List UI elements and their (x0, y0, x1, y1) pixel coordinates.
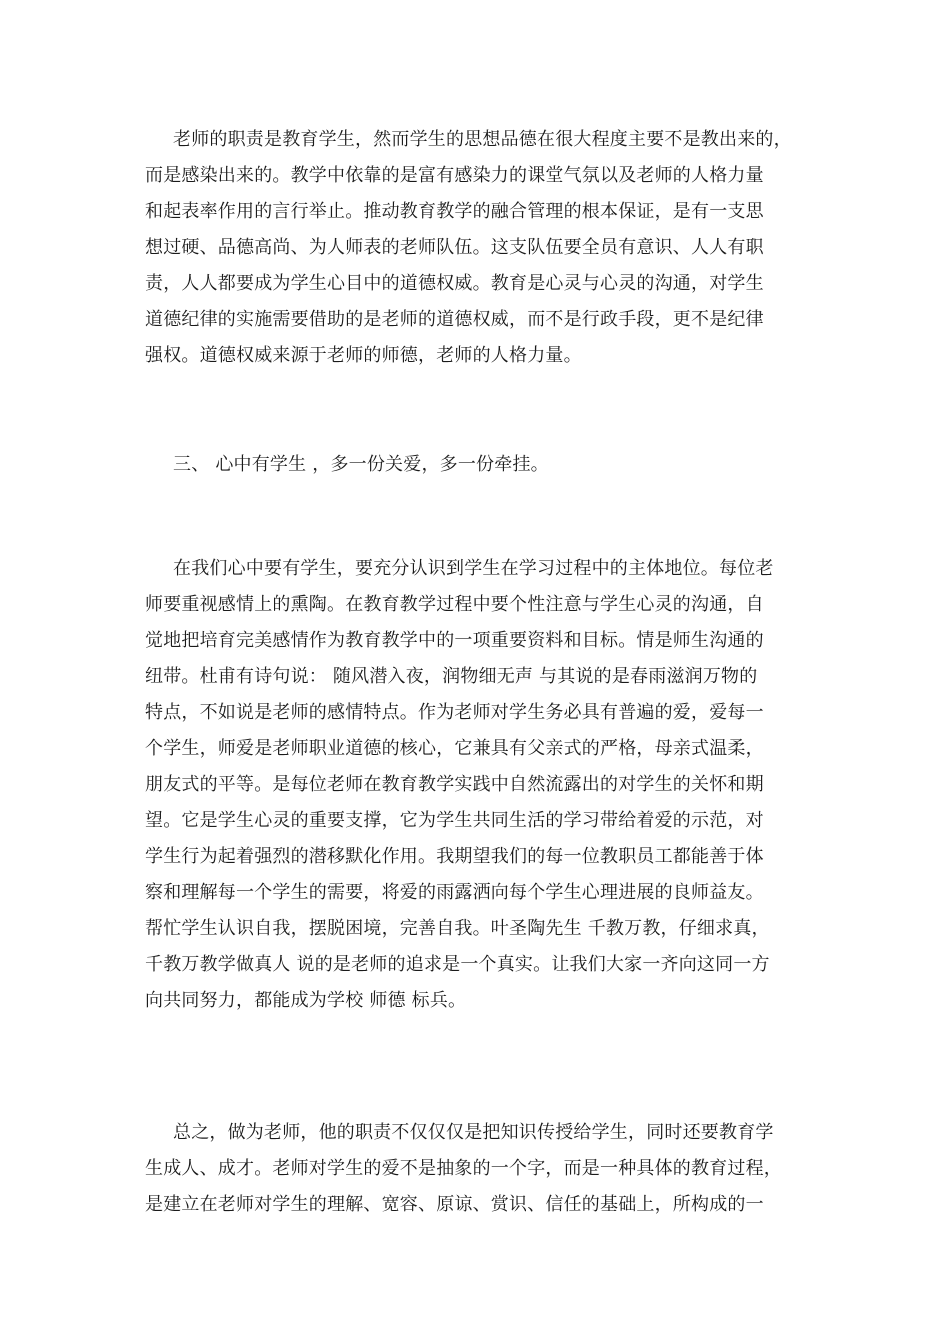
text-line: 察和理解每一个学生的需要，将爱的雨露洒向每个学生心理进展的良师益友。 (145, 882, 764, 903)
text-line: 生成人、成才。老师对学生的爱不是抽象的一个字，而是一种具体的教育过程， (145, 1158, 782, 1179)
text-line: 特点，不如说是老师的感情特点。作为老师对学生务必具有普遍的爱，爱每一 (145, 702, 764, 723)
text-line: 道德纪律的实施需要借助的是老师的道德权威，而不是行政手段，更不是纪律 (145, 309, 764, 330)
section-heading-text: 三、 心中有学生 ，多一份关爱，多一份牵挂。 (173, 454, 549, 475)
text-line: 和起表率作用的言行举止。推动教育教学的融合管理的根本保证，是有一支思 (145, 201, 764, 222)
text-line: 千教万教学做真人 说的是老师的追求是一个真实。让我们大家一齐向这同一方 (145, 954, 770, 975)
text-line: 老师的职责是教育学生，然而学生的思想品德在很大程度主要不是教出来的， (173, 129, 792, 150)
text-line: 在我们心中要有学生，要充分认识到学生在学习过程中的主体地位。每位老 (173, 558, 774, 579)
paragraph-teacher-duty (145, 122, 805, 374)
text-line: 学生行为起着强烈的潜移默化作用。我期望我们的每一位教职员工都能善于体 (145, 846, 764, 867)
text-line: 强权。道德权威来源于老师的师德，老师的人格力量。 (145, 345, 582, 366)
text-line: 而是感染出来的。教学中依靠的是富有感染力的课堂气氛以及老师的人格力量 (145, 165, 764, 186)
text-line: 个学生，师爱是老师职业道德的核心，它兼具有父亲式的严格，母亲式温柔， (145, 738, 764, 759)
text-line: 纽带。杜甫有诗句说： 随风潜入夜，润物细无声 与其说的是春雨滋润万物的 (145, 666, 758, 687)
text-line: 觉地把培育完美感情作为教育教学中的一项重要资料和目标。情是师生沟通的 (145, 630, 764, 651)
text-line: 想过硬、品德高尚、为人师表的老师队伍。这支队伍要全员有意识、人人有职 (145, 237, 764, 258)
text-line: 向共同努力，都能成为学校 师德 标兵。 (145, 990, 467, 1011)
text-line: 责，人人都要成为学生心目中的道德权威。教育是心灵与心灵的沟通，对学生 (145, 273, 764, 294)
text-line: 总之，做为老师，他的职责不仅仅仅是把知识传授给学生，同时还要教育学 (173, 1122, 774, 1143)
text-line: 望。它是学生心灵的重要支撑，它为学生共同生活的学习带给着爱的示范，对 (145, 810, 764, 831)
text-line: 是建立在老师对学生的理解、宽容、原谅、赏识、信任的基础上，所构成的一 (145, 1194, 764, 1215)
paragraph-conclusion (145, 1115, 805, 1223)
text-line: 朋友式的平等。是每位老师在教育教学实践中自然流露出的对学生的关怀和期 (145, 774, 764, 795)
text-line: 帮忙学生认识自我，摆脱困境，完善自我。叶圣陶先生 千教万教，仔细求真， (145, 918, 770, 939)
section-heading-3 (145, 447, 805, 483)
text-line: 师要重视感情上的熏陶。在教育教学过程中要个性注意与学生心灵的沟通，自 (145, 594, 764, 615)
paragraph-care-for-students (145, 551, 805, 1019)
